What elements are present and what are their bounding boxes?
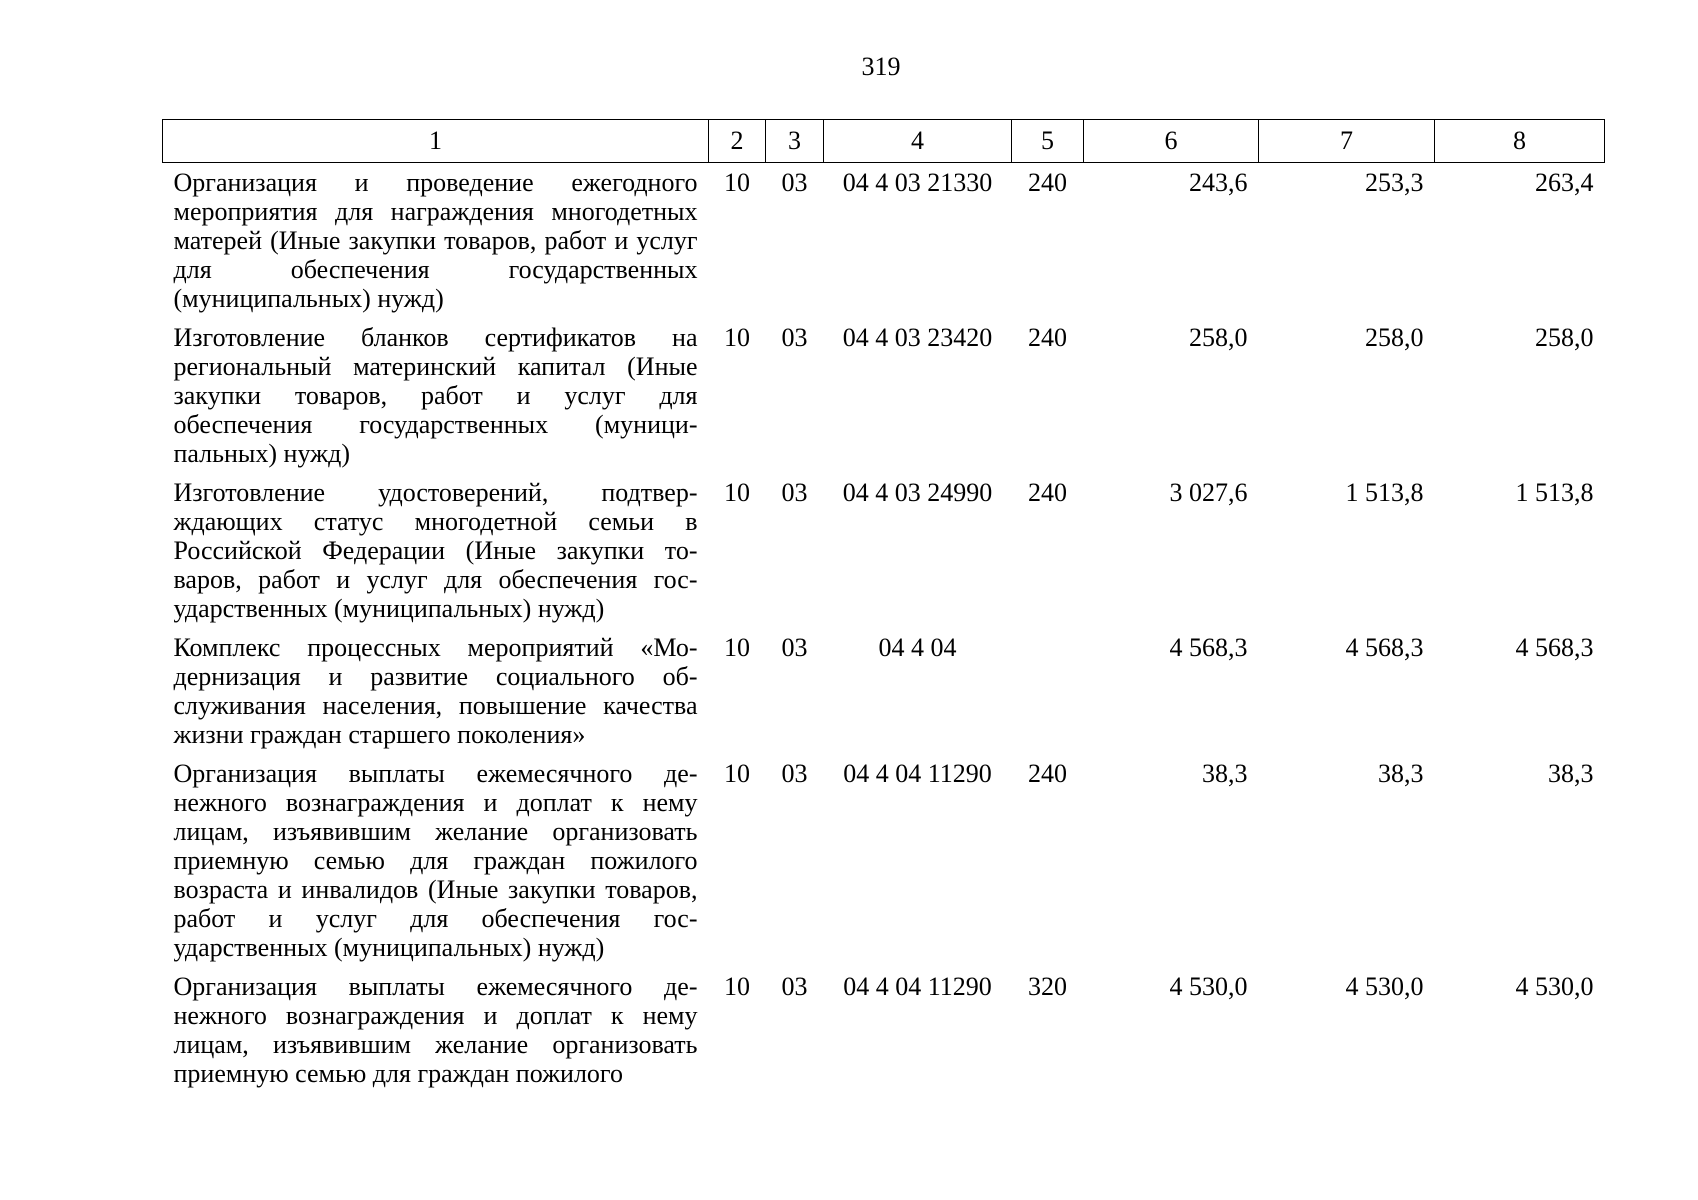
page-number: 319 — [861, 52, 901, 81]
column-header-7: 7 — [1259, 120, 1435, 163]
amount-col7: 4 568,3 — [1345, 633, 1424, 662]
amount-col8: 258,0 — [1535, 323, 1594, 352]
amount-col7: 1 513,8 — [1345, 478, 1424, 507]
column-header-3: 3 — [766, 120, 824, 163]
amount-col6: 4 530,0 — [1169, 972, 1248, 1001]
header-row — [163, 120, 1605, 163]
table-row — [163, 163, 1605, 319]
row-description: Комплекс процессных мероприятий «Модернизация и развитие социального обслуживания населения, повышение качества жизни граждан старшего поколения» — [173, 633, 698, 749]
amount-col7: 253,3 — [1365, 168, 1424, 197]
target-article-code: 04 4 03 21330 — [842, 168, 993, 197]
table-row — [163, 318, 1605, 473]
expense-type-code: 240 — [1028, 759, 1067, 788]
amount-col8: 4 530,0 — [1515, 972, 1594, 1001]
amount-col8: 38,3 — [1548, 759, 1594, 788]
table-row — [163, 754, 1605, 967]
column-header-1: 1 — [163, 120, 709, 163]
table-row — [163, 967, 1605, 1093]
row-description: Организация выплаты ежемесячного денежного вознаграждения и доплат к нему лицам, изъявившим желание организовать приемную семью для граждан пожилого возраста и инвалидов (Иные закупки товаров, работ и услуг для обеспечения государственных (муниципальных) нужд) — [173, 759, 698, 962]
section-code: 10 — [724, 633, 750, 662]
section-code: 10 — [724, 323, 750, 352]
expense-type-code: 240 — [1028, 168, 1067, 197]
section-code: 10 — [724, 478, 750, 507]
target-article-code: 04 4 03 24990 — [842, 478, 993, 507]
row-description: Изготовление удостоверений, подтверждающих статус многодетной семьи в Российской Федерации (Иные закупки товаров, работ и услуг для обеспечения государственных (муниципальных) нужд) — [173, 478, 698, 623]
column-header-6: 6 — [1084, 120, 1259, 163]
expense-type-code: 320 — [1028, 972, 1067, 1001]
row-description: Изготовление бланков сертификатов на региональный материнский капитал (Иные закупки товаров, работ и услуг для обеспечения государственных (муниципальных) нужд) — [173, 323, 698, 468]
table-row — [163, 628, 1605, 754]
section-code: 10 — [724, 972, 750, 1001]
amount-col7: 38,3 — [1378, 759, 1424, 788]
budget-table — [162, 119, 1605, 1093]
subsection-code: 03 — [781, 759, 808, 788]
amount-col8: 1 513,8 — [1515, 478, 1594, 507]
section-code: 10 — [724, 168, 750, 197]
target-article-code: 04 4 04 — [878, 633, 957, 662]
amount-col6: 258,0 — [1189, 323, 1248, 352]
amount-col6: 38,3 — [1202, 759, 1248, 788]
expense-type-code — [1012, 628, 1084, 754]
subsection-code: 03 — [781, 633, 808, 662]
table-header — [163, 120, 1605, 163]
target-article-code: 04 4 03 23420 — [842, 323, 993, 352]
row-description: Организация выплаты ежемесячного денежного вознаграждения и доплат к нему лицам, изъявившим желание организовать приемную семью для граждан пожилого — [173, 972, 698, 1088]
row-description: Организация и проведение ежегодного мероприятия для награждения многодетных матерей (Иные закупки товаров, работ и услуг для обеспечения государственных (муниципальных) нужд) — [173, 168, 698, 313]
subsection-code: 03 — [781, 168, 808, 197]
table-body — [163, 163, 1605, 1094]
amount-col7: 4 530,0 — [1345, 972, 1424, 1001]
target-article-code: 04 4 04 11290 — [843, 759, 992, 788]
subsection-code: 03 — [781, 323, 808, 352]
column-header-2: 2 — [709, 120, 766, 163]
column-header-8: 8 — [1435, 120, 1605, 163]
expense-type-code: 240 — [1028, 323, 1067, 352]
amount-col7: 258,0 — [1365, 323, 1424, 352]
target-article-code: 04 4 04 11290 — [843, 972, 992, 1001]
column-header-4: 4 — [824, 120, 1012, 163]
subsection-code: 03 — [781, 478, 808, 507]
subsection-code: 03 — [781, 972, 808, 1001]
table-row — [163, 473, 1605, 628]
amount-col6: 243,6 — [1189, 168, 1248, 197]
amount-col8: 263,4 — [1535, 168, 1594, 197]
amount-col8: 4 568,3 — [1515, 633, 1594, 662]
amount-col6: 3 027,6 — [1169, 478, 1248, 507]
section-code: 10 — [724, 759, 750, 788]
expense-type-code: 240 — [1028, 478, 1067, 507]
amount-col6: 4 568,3 — [1169, 633, 1248, 662]
column-header-5: 5 — [1012, 120, 1084, 163]
